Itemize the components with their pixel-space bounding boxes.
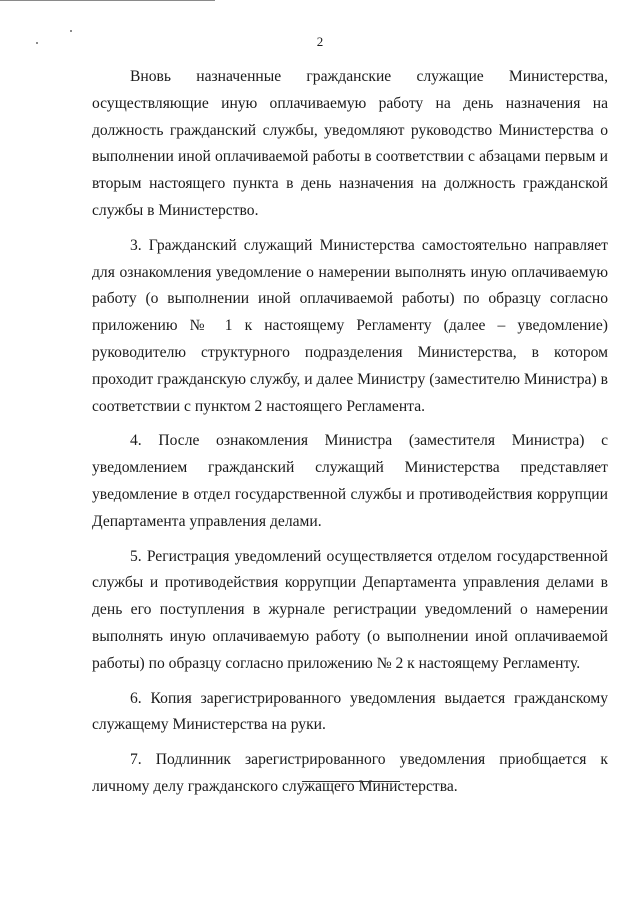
paragraph-item-3: 3. Гражданский служащий Министерства самостоятельно направляет для ознакомления уведомление о намерении выполнять иную оплачиваемую работу (о выполнении иной оплачиваемой работы) по образцу согласно приложению № 1 к настоящему Регламенту (далее – уведомление) руководителю структурного подразделения Министерства, в котором проходит гражданскую службу, и далее Министру (заместителю Министра) в соответствии с пунктом 2 настоящего Регламента. bbox=[92, 236, 608, 415]
paragraph-new-appointees: Вновь назначенные гражданские служащие Министерства, осуществляющие иную оплачиваемую работу на день назначения на должность гражданский службы, уведомляют руководство Министерства о выполнении иной оплачиваемой работы в соответствии с абзацами первым и вторым настоящего пункта в день назначения на должность гражданской службы в Министерство. bbox=[92, 68, 608, 219]
paragraph-item-7: 7. Подлинник зарегистрированного уведомления приобщается к личному делу гражданского служащего Министерства. bbox=[92, 751, 608, 795]
page-number: 2 bbox=[316, 34, 324, 49]
paragraph-item-5: 5. Регистрация уведомлений осуществляется отделом государственной службы и противодействия коррупции Департамента управления делами в день его поступления в журнале регистрации уведомлений о намерении выполнять иную оплачиваемую работу (о выполнении иной оплачиваемой работы) по образцу согласно приложению № 2 к настоящему Регламенту. bbox=[92, 547, 608, 672]
scan-edge-line bbox=[0, 0, 215, 1]
body-text bbox=[92, 64, 608, 801]
paragraph-item-6: 6. Копия зарегистрированного уведомления выдается гражданскому служащему Министерства на руки. bbox=[92, 689, 608, 734]
end-rule bbox=[302, 781, 400, 782]
scan-speck bbox=[70, 30, 72, 32]
paragraph-item-4: 4. После ознакомления Министра (заместителя Министра) с уведомлением гражданский служащий Министерства представляет уведомление в отдел государственной службы и противодействия коррупции Департамента управления делами. bbox=[92, 432, 608, 530]
